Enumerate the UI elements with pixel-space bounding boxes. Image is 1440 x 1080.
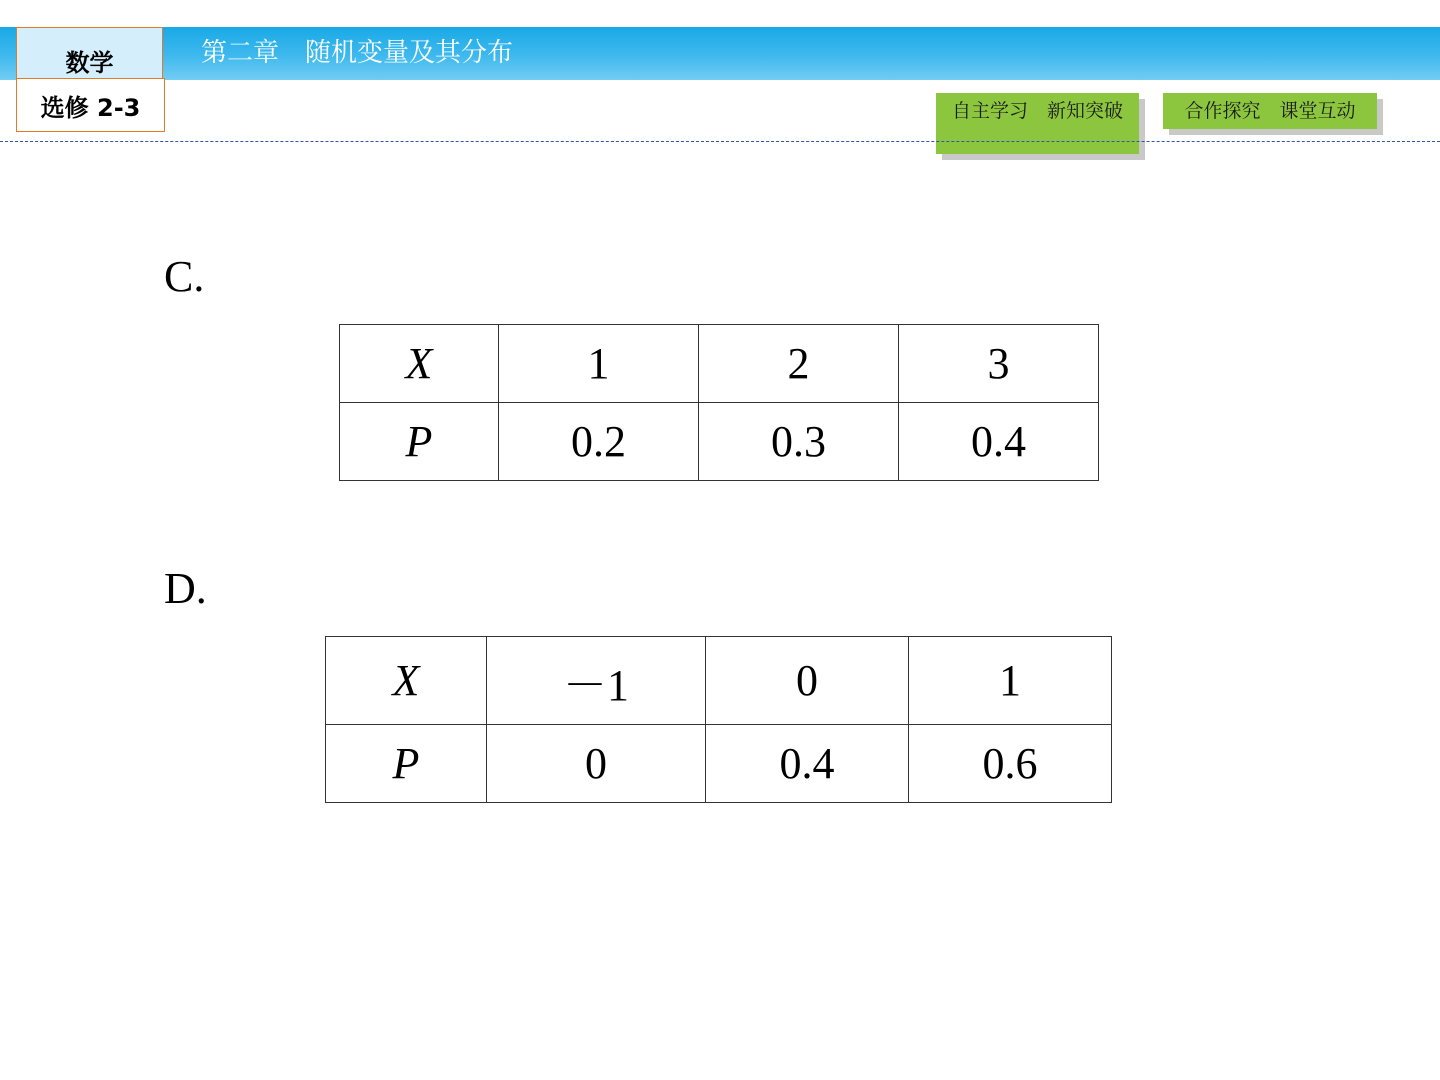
table-cell: 0 <box>487 725 706 803</box>
option-c-distribution-table <box>339 324 1099 481</box>
subject-label: 数学 <box>65 49 114 77</box>
table-cell: 0.4 <box>899 403 1099 481</box>
nav-button-self-study[interactable]: 自主学习 新知突破 <box>936 93 1139 154</box>
table-cell: 0.4 <box>706 725 909 803</box>
module-label: 选修 2-3 <box>40 94 141 122</box>
table-cell-head: P <box>326 725 487 803</box>
table-cell: 2 <box>699 325 899 403</box>
table-cell-head: X <box>326 637 487 725</box>
table-cell-head: X <box>340 325 499 403</box>
table-row-x <box>340 325 1099 403</box>
table-cell: 1 <box>499 325 699 403</box>
table-row-p <box>340 403 1099 481</box>
subject-box <box>16 27 163 78</box>
table-cell: 0 <box>706 637 909 725</box>
table-row-p <box>326 725 1112 803</box>
module-box <box>16 78 165 132</box>
table-cell-head: P <box>340 403 499 481</box>
option-d-label: D. <box>164 564 207 613</box>
header-divider <box>0 141 1440 142</box>
table-cell: 0.2 <box>499 403 699 481</box>
table-cell: 1 <box>909 637 1112 725</box>
chapter-title: 第二章 随机变量及其分布 <box>201 38 514 68</box>
table-row-x <box>326 637 1112 725</box>
table-cell: 3 <box>899 325 1099 403</box>
table-cell: 0.6 <box>909 725 1112 803</box>
table-cell: －1 <box>487 637 706 725</box>
option-c-label: C. <box>164 252 205 301</box>
option-d-distribution-table <box>325 636 1112 803</box>
table-cell: 0.3 <box>699 403 899 481</box>
nav-button-cooperative-inquiry[interactable]: 合作探究 课堂互动 <box>1163 93 1377 129</box>
